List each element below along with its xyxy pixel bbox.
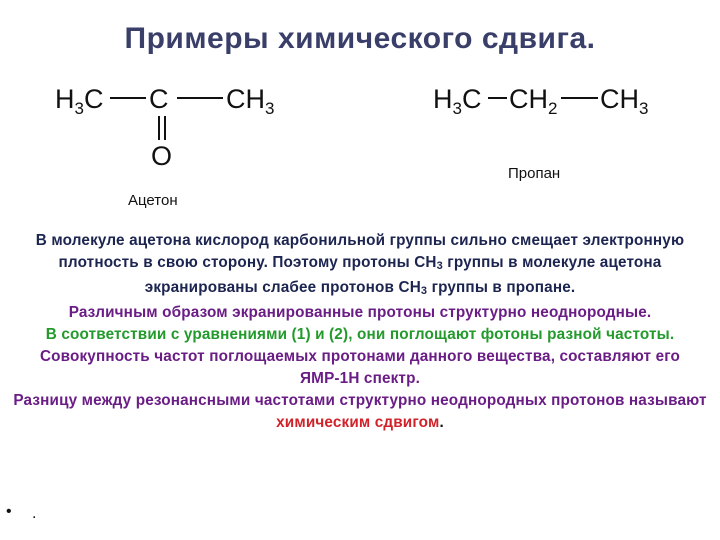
svg-text:CH3 xyxy=(600,84,648,118)
acetone-left-h: H xyxy=(55,84,75,114)
bullet-text: . xyxy=(32,505,37,522)
paragraph-definition-part-a: Разницу между резонансными частотами структурно неоднородных протонов называют xyxy=(13,392,707,409)
acetone-formula xyxy=(55,80,315,175)
propane-left-sub: 3 xyxy=(452,99,462,118)
svg-text:CH2 xyxy=(509,84,557,118)
propane-left-c: C xyxy=(461,84,482,114)
chemical-shift-term: химическим сдвигом xyxy=(276,414,440,431)
paragraph-shielding-part-b: группы в молекуле ацетона экранированы слабее протонов CH xyxy=(144,254,662,296)
propane-right-sub: 3 xyxy=(639,99,649,118)
propane-caption: Пропан xyxy=(508,165,561,182)
paragraph-shielding-sub-a: 3 xyxy=(436,260,443,272)
paragraph-shielding-part-a: В молекуле ацетона кислород карбонильной группы сильно смещает электронную плотность в свою сторону. Поэтому протоны CH xyxy=(35,232,685,271)
svg-text:H3C xyxy=(433,84,481,118)
paragraph-spectrum: Совокупность частот поглощаемых протонами данного вещества, составляют его ЯМР-1Н спектр. xyxy=(39,348,681,387)
propane-left-h: H xyxy=(433,84,453,114)
svg-text:H3C xyxy=(55,84,103,118)
acetone-left-c: C xyxy=(83,84,104,114)
propane-right-ch: CH xyxy=(600,84,639,114)
acetone-oxygen: O xyxy=(151,141,173,171)
paragraph-shielding-sub-b: 3 xyxy=(420,285,428,297)
svg-text:CH3 xyxy=(226,84,274,118)
paragraph-nonuniform: Различным образом экранированные протоны структурно неоднородные. xyxy=(68,304,652,321)
paragraph-definition xyxy=(12,390,708,434)
paragraph-shielding-part-c: группы в пропане. xyxy=(427,279,576,296)
acetone-center-c: C xyxy=(149,84,169,114)
paragraph-shielding xyxy=(12,230,708,302)
slide-title: Примеры химического сдвига. xyxy=(124,22,596,55)
paragraph-absorption: В соответствии с уравнениями (1) и (2), они поглощают фотоны разной частоты. xyxy=(45,326,675,343)
acetone-left-sub: 3 xyxy=(74,99,84,118)
acetone-right-ch: CH xyxy=(226,84,265,114)
paragraph-definition-part-b: . xyxy=(439,414,444,431)
propane-middle-sub: 2 xyxy=(548,99,558,118)
propane-formula xyxy=(433,82,663,122)
acetone-right-sub: 3 xyxy=(265,99,275,118)
bullet-marker: • xyxy=(6,503,12,520)
acetone-caption: Ацетон xyxy=(128,192,178,209)
propane-middle-ch: CH xyxy=(509,84,548,114)
explanation-text xyxy=(12,230,708,434)
